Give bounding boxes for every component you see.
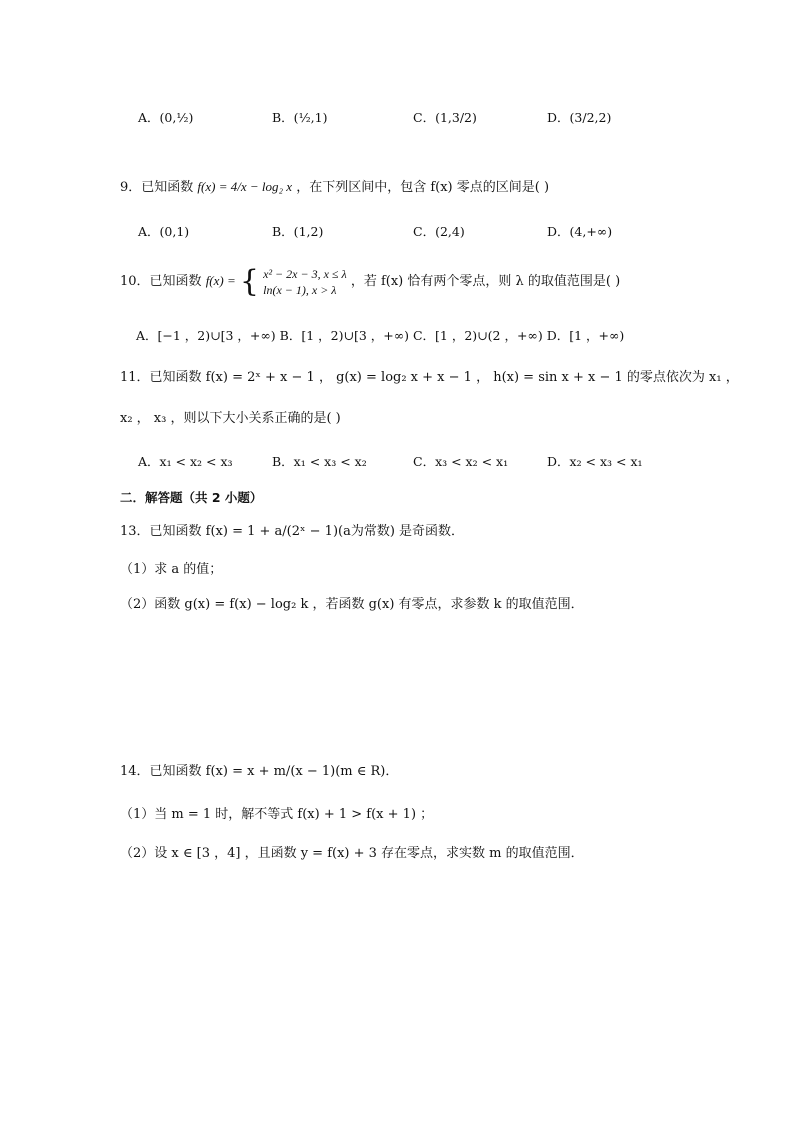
- q13-part2: （2）函数 g(x) = f(x) − log₂ k ，若函数 g(x) 有零点，求参数 k 的取值范围．: [120, 597, 584, 612]
- q11-stem-line2: x₂ ， x₃ ，则以下大小关系正确的是( ): [120, 411, 341, 426]
- q8-option-c: C．(1,3/2): [413, 110, 477, 125]
- q11-option-c: C．x₃ < x₂ < x₁: [413, 454, 509, 469]
- q10-case-1: x² − 2x − 3, x ≤ λ: [263, 266, 347, 281]
- q13-part1: （1）求 a 的值；: [120, 562, 223, 577]
- q8-option-a: A．(0,½): [138, 110, 194, 125]
- q10-fx: f(x) =: [205, 273, 236, 288]
- q9-option-b: B．(1,2): [272, 224, 324, 239]
- q9-option-a: A．(0,1): [138, 224, 190, 239]
- q11-option-d: D．x₂ < x₃ < x₁: [547, 454, 643, 469]
- q11-stem-line1: 11．已知函数 f(x) = 2ˣ + x − 1 ， g(x) = log₂ x + x − 1 ， h(x) = sin x + x − 1 的零点依次为 x₁ ，: [120, 370, 739, 385]
- q11-option-a: A．x₁ < x₂ < x₃: [138, 454, 233, 469]
- q9-suffix: ，在下列区间中，包含 f(x) 零点的区间是( ): [296, 180, 550, 195]
- q9-option-c: C．(2,4): [413, 224, 465, 239]
- q9-prefix: 9．已知函数: [120, 180, 194, 195]
- q9-stem: [120, 178, 549, 197]
- q10-prefix: 10．已知函数: [120, 274, 202, 289]
- q10-suffix: ，若 f(x) 恰有两个零点，则 λ 的取值范围是( ): [350, 274, 621, 289]
- q9-option-d: D．(4,+∞): [547, 224, 613, 239]
- q10-brace: {: [239, 263, 259, 299]
- q13-stem: 13．已知函数 f(x) = 1 + a/(2ˣ − 1)(a为常数) 是奇函数．: [120, 524, 465, 539]
- q10-cases: [263, 266, 347, 298]
- q8-option-b: B．(½,1): [272, 110, 328, 125]
- q14-stem: 14．已知函数 f(x) = x + m/(x − 1)(m ∈ R)．: [120, 764, 399, 779]
- q11-option-b: B．x₁ < x₃ < x₂: [272, 454, 367, 469]
- q8-option-d: D．(3/2,2): [547, 110, 612, 125]
- q9-function: f(x) = 4/x − log₂ x: [197, 179, 293, 194]
- q10-stem: [120, 264, 620, 299]
- q10-case-2: ln(x − 1), x > λ: [263, 282, 337, 297]
- section-heading: 二．解答题（共 2 小题）: [120, 490, 263, 505]
- q14-part2: （2）设 x ∈ [3 ，4] ，且函数 y = f(x) + 3 存在零点，求实数 m 的取值范围．: [120, 846, 584, 861]
- q10-options: A．[−1 ，2)∪[3 ，+∞) B．[1 ，2)∪[3 ，+∞) C．[1 ，2)∪(2 ，+∞) D．[1 ，+∞): [136, 328, 625, 343]
- q14-part1: （1）当 m = 1 时，解不等式 f(x) + 1 > f(x + 1) ；: [120, 807, 434, 822]
